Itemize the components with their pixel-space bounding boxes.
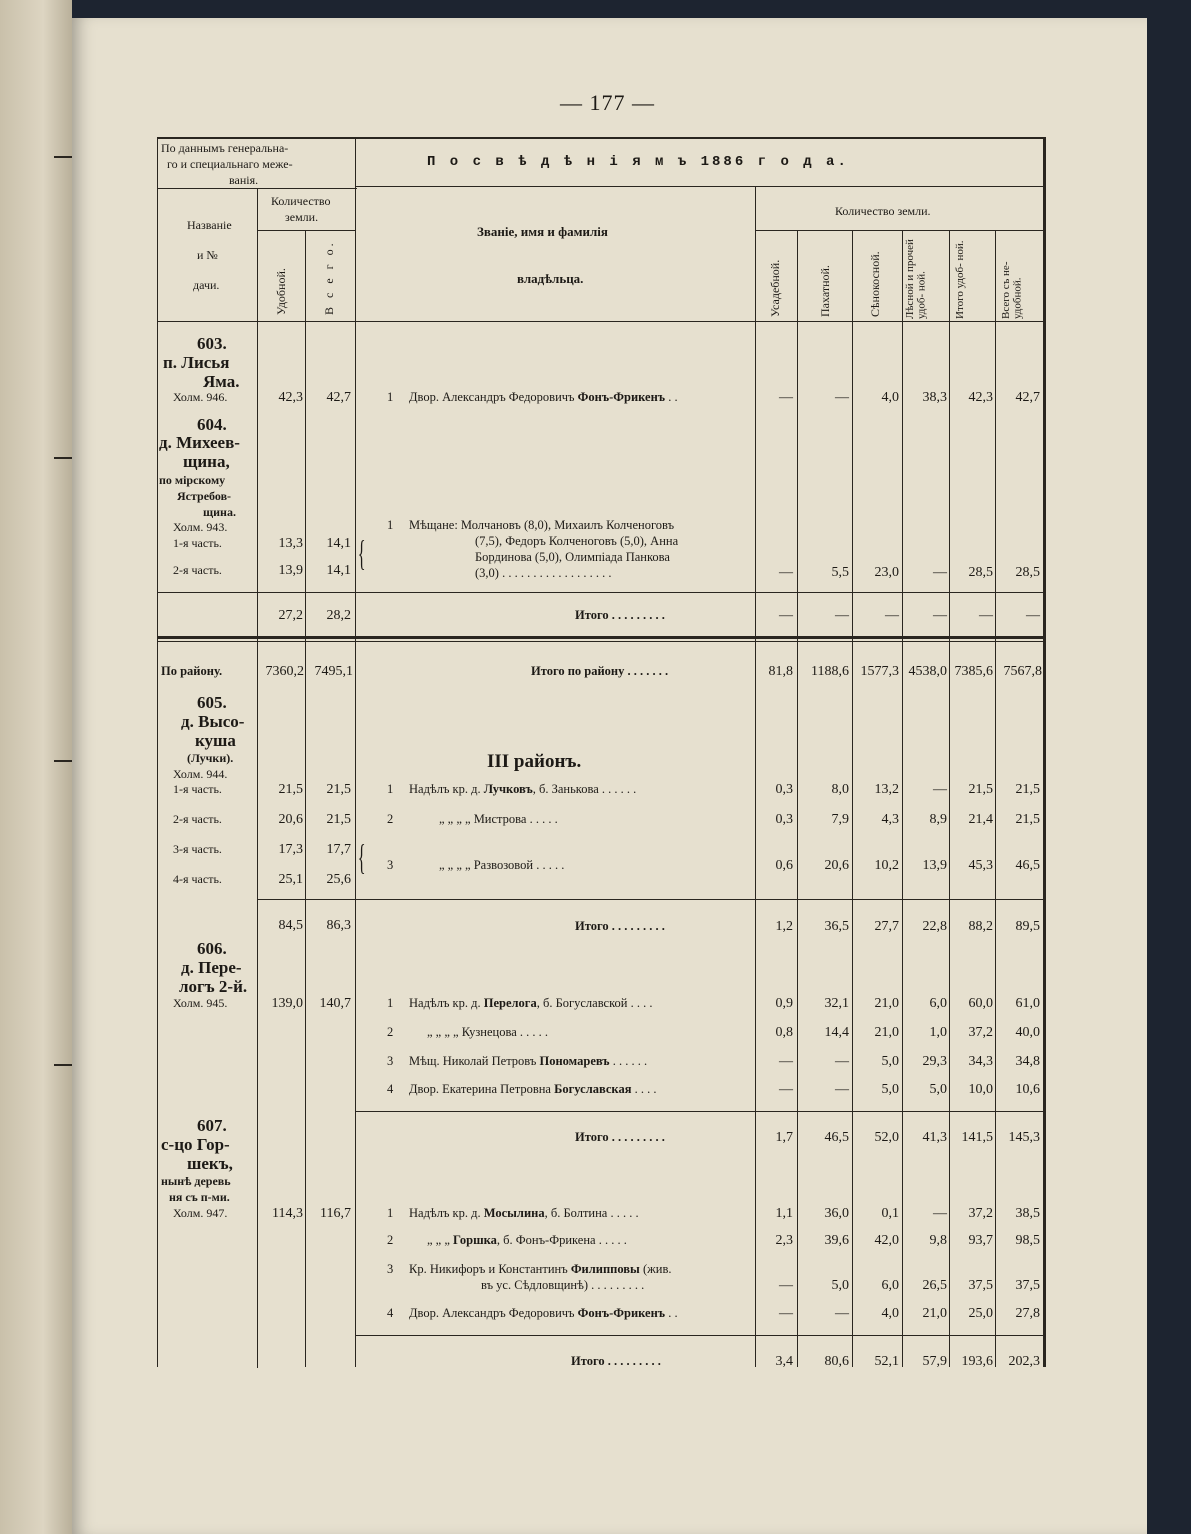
lot-name: Яма.	[203, 372, 240, 391]
val-senokos: 0,1	[881, 1206, 899, 1221]
owner-text: „ „ „ „ Кузнецова . . . . .	[427, 1025, 548, 1039]
col-qty2-header: Количество земли.	[835, 204, 931, 218]
val-senokos: 52,1	[874, 1354, 899, 1369]
val-lesnoy: —	[933, 608, 947, 623]
val-itogo: 60,0	[968, 996, 993, 1011]
val-vsego: 46,5	[1015, 858, 1040, 873]
header-rule	[355, 186, 1045, 187]
lot-name: д. Пере-	[181, 958, 242, 977]
val-itogo: 7385,6	[954, 664, 993, 679]
val-itogo: 45,3	[968, 858, 993, 873]
table-top-rule	[157, 137, 1045, 139]
val-vsego: 61,0	[1015, 996, 1040, 1011]
vsego-sum: 28,2	[326, 608, 351, 623]
owner-text: Кр. Никифоръ и Константинъ Филипповы (жив.	[409, 1262, 672, 1276]
val-senokos: 5,0	[881, 1054, 899, 1069]
itogo-label: Итого . . . . . . . . .	[575, 608, 665, 622]
val-pahat: 5,0	[831, 1278, 849, 1293]
val-pahat: 7,9	[831, 812, 849, 827]
lot-number: 605.	[197, 693, 227, 712]
row-index: 1	[387, 996, 394, 1010]
col-udobnoy-header: Удобной.	[274, 268, 288, 315]
land-table	[157, 137, 1045, 1367]
vsego-value: 17,7	[326, 842, 351, 857]
val-lesnoy: 6,0	[929, 996, 947, 1011]
col-divider	[949, 230, 950, 1367]
val-itogo: 25,0	[968, 1306, 993, 1321]
val-senokos: 21,0	[874, 996, 899, 1011]
col-owner-header: владѣльца.	[517, 271, 584, 286]
lot-name: д. Михеев-	[159, 433, 240, 452]
owner-text: „ „ „ Горшка, б. Фонъ-Фрикена . . . . .	[427, 1233, 627, 1247]
val-lesnoy: 22,8	[922, 919, 947, 934]
val-itogo: 88,2	[968, 919, 993, 934]
val-itogo: 42,3	[968, 390, 993, 405]
vsego-value: 21,5	[326, 812, 351, 827]
row-index: 2	[387, 1233, 394, 1247]
udob-value: 13,9	[278, 563, 303, 578]
val-itogo: 93,7	[968, 1233, 993, 1248]
val-vsego: 21,5	[1015, 782, 1040, 797]
val-senokos: 4,3	[881, 812, 899, 827]
val-senokos: 10,2	[874, 858, 899, 873]
district-label: По району.	[161, 664, 223, 678]
col-divider	[305, 230, 306, 1367]
part-label: 1-я часть.	[173, 782, 222, 796]
col-divider	[755, 186, 756, 1367]
owner-text: Надѣлъ кр. д. Перелога, б. Богуславской . . . .	[409, 996, 653, 1010]
val-senokos: 27,7	[874, 919, 899, 934]
val-usadeb: 1,7	[775, 1130, 793, 1145]
udob-sum: 7360,2	[265, 664, 304, 679]
val-senokos: 1577,3	[860, 664, 899, 679]
val-vsego: 89,5	[1015, 919, 1040, 934]
val-senokos: 6,0	[881, 1278, 899, 1293]
col-divider	[797, 230, 798, 1367]
header-title: П о с в ѣ д ѣ н і я м ъ 1886 г о д а.	[427, 154, 849, 170]
val-lesnoy: —	[933, 565, 947, 580]
val-pahat: —	[835, 608, 849, 623]
lot-holm: Холм. 947.	[173, 1206, 228, 1220]
val-itogo: 37,2	[968, 1206, 993, 1221]
val-senokos: 23,0	[874, 565, 899, 580]
owner-text: „ „ „ „ Развозовой . . . . .	[439, 858, 565, 872]
val-usadeb: —	[779, 1278, 793, 1293]
val-usadeb: 3,4	[775, 1354, 793, 1369]
owner-text: Двор. Екатерина Петровна Богуславская . . . .	[409, 1082, 657, 1096]
owner-text: Надѣлъ кр. д. Мосылина, б. Болтина . . . . .	[409, 1206, 639, 1220]
val-pahat: —	[835, 1054, 849, 1069]
val-itogo: 21,4	[968, 812, 993, 827]
row-rule	[257, 899, 1045, 900]
owner-text: въ ус. Сѣдловщинѣ) . . . . . . . . .	[481, 1278, 645, 1292]
itogo-label: Итого . . . . . . . . .	[575, 919, 665, 933]
owner-text: Двор. Александръ Федоровичъ Фонъ-Фрикенъ . .	[409, 390, 678, 404]
row-rule	[355, 1111, 1045, 1112]
row-index: 2	[387, 1025, 394, 1039]
lot-holm: Холм. 946.	[173, 390, 228, 404]
row-index: 3	[387, 1054, 394, 1068]
page-number: — 177 —	[560, 90, 655, 115]
udob-value: 17,3	[278, 842, 303, 857]
header-rule	[755, 230, 1045, 231]
lot-holm: Холм. 944.	[173, 767, 228, 781]
val-usadeb: 0,9	[775, 996, 793, 1011]
lot-name: щина,	[183, 452, 230, 471]
thin-rule	[157, 641, 1045, 642]
val-pahat: 14,4	[824, 1025, 849, 1040]
udob-value: 21,5	[278, 782, 303, 797]
val-pahat: 32,1	[824, 996, 849, 1011]
col-pahat-header: Пахатной.	[818, 265, 832, 317]
val-senokos: 52,0	[874, 1130, 899, 1145]
thick-rule	[157, 636, 1045, 639]
val-usadeb: —	[779, 1054, 793, 1069]
val-lesnoy: 1,0	[929, 1025, 947, 1040]
vsego-sum: 7495,1	[314, 664, 353, 679]
val-senokos: 21,0	[874, 1025, 899, 1040]
itogo-label: Итого . . . . . . . . .	[575, 1130, 665, 1144]
header-left-line: По даннымъ генеральна-	[161, 141, 289, 155]
header-bottom-rule	[157, 321, 1045, 322]
val-senokos: 5,0	[881, 1082, 899, 1097]
val-vsego: 40,0	[1015, 1025, 1040, 1040]
col-name-header: и №	[197, 248, 218, 262]
val-lesnoy: 21,0	[922, 1306, 947, 1321]
udob-sum: 84,5	[278, 918, 303, 933]
col-vsego-header: В с е г о.	[322, 240, 336, 315]
val-lesnoy: 13,9	[922, 858, 947, 873]
val-pahat: 8,0	[831, 782, 849, 797]
owner-text: „ „ „ „ Мистрова . . . . .	[439, 812, 558, 826]
val-lesnoy: 29,3	[922, 1054, 947, 1069]
part-label: 3-я часть.	[173, 842, 222, 856]
col-divider	[902, 230, 903, 1367]
row-rule	[157, 592, 1045, 593]
lot-number: 607.	[197, 1116, 227, 1135]
udob-value: 114,3	[272, 1206, 303, 1221]
col-itogo-udob-header: Итого удоб- ной.	[954, 240, 966, 319]
val-vsego: 38,5	[1015, 1206, 1040, 1221]
val-pahat: 1188,6	[811, 664, 849, 679]
row-index: 1	[387, 390, 394, 404]
val-pahat: —	[835, 1306, 849, 1321]
header-rule	[257, 230, 355, 231]
col-qty-header: Количество	[271, 194, 331, 208]
val-vsego: —	[1026, 608, 1040, 623]
val-lesnoy: 4538,0	[908, 664, 947, 679]
val-lesnoy: 9,8	[929, 1233, 947, 1248]
val-usadeb: 2,3	[775, 1233, 793, 1248]
val-vsego: 42,7	[1015, 390, 1040, 405]
vsego-value: 140,7	[319, 996, 351, 1011]
val-senokos: 13,2	[874, 782, 899, 797]
lot-number: 604.	[197, 415, 227, 434]
val-usadeb: —	[779, 565, 793, 580]
val-vsego: 21,5	[1015, 812, 1040, 827]
val-usadeb: 1,2	[775, 919, 793, 934]
udob-value: 25,1	[278, 872, 303, 887]
owner-text: (7,5), Федоръ Колченоговъ (5,0), Анна	[475, 534, 679, 548]
part-label: 1-я часть.	[173, 536, 222, 550]
lot-holm: Холм. 943.	[173, 520, 228, 534]
val-itogo: 34,3	[968, 1054, 993, 1069]
val-usadeb: —	[779, 1306, 793, 1321]
lot-name: п. Лисья	[163, 353, 230, 372]
val-senokos: —	[885, 608, 899, 623]
row-rule	[355, 1335, 1045, 1336]
vsego-value: 116,7	[320, 1206, 351, 1221]
owner-text: Надѣлъ кр. д. Лучковъ, б. Занькова . . . . . .	[409, 782, 637, 796]
vsego-value: 14,1	[326, 536, 351, 551]
lot-name: логъ 2-й.	[179, 977, 248, 996]
part-label: 2-я часть.	[173, 563, 222, 577]
col-senokos-header: Сѣнокосной.	[868, 251, 882, 317]
val-vsego: 202,3	[1008, 1354, 1040, 1369]
owner-text: (3,0) . . . . . . . . . . . . . . . . . .	[475, 566, 612, 580]
val-vsego: 28,5	[1015, 565, 1040, 580]
val-lesnoy: —	[933, 782, 947, 797]
val-pahat: 46,5	[824, 1130, 849, 1145]
udob-sum: 27,2	[278, 608, 303, 623]
val-pahat: —	[835, 390, 849, 405]
val-usadeb: 0,6	[775, 858, 793, 873]
val-usadeb: —	[779, 390, 793, 405]
col-vsego-neudob-header: Всего съ не- удобной.	[1000, 261, 1024, 319]
val-pahat: 36,5	[824, 919, 849, 934]
header-left-line: го и специальнаго меже-	[167, 157, 293, 171]
itogo-label: Итого по району . . . . . . .	[531, 664, 669, 678]
val-vsego: 10,6	[1015, 1082, 1040, 1097]
part-label: 4-я часть.	[173, 872, 222, 886]
val-lesnoy: 41,3	[922, 1130, 947, 1145]
val-pahat: 39,6	[824, 1233, 849, 1248]
val-vsego: 27,8	[1015, 1306, 1040, 1321]
val-itogo: 28,5	[968, 565, 993, 580]
row-index: 4	[387, 1082, 394, 1096]
val-lesnoy: 8,9	[929, 812, 947, 827]
udob-value: 13,3	[278, 536, 303, 551]
col-name-header: дачи.	[193, 278, 220, 292]
val-usadeb: —	[779, 1082, 793, 1097]
row-index: 3	[387, 1262, 394, 1276]
col-qty-header: земли.	[285, 210, 319, 224]
lot-name: шекъ,	[187, 1154, 233, 1173]
val-pahat: 80,6	[824, 1354, 849, 1369]
row-index: 1	[387, 1206, 394, 1220]
val-lesnoy: 57,9	[922, 1354, 947, 1369]
owner-text: Бординова (5,0), Олимпіада Панкова	[475, 550, 670, 564]
section-heading: III районъ.	[487, 751, 582, 772]
brace: {	[357, 533, 366, 573]
row-index: 2	[387, 812, 394, 826]
val-itogo: 37,2	[968, 1025, 993, 1040]
vsego-sum: 86,3	[326, 918, 351, 933]
vsego-value: 21,5	[326, 782, 351, 797]
val-vsego: 7567,8	[1003, 664, 1042, 679]
col-divider	[257, 188, 258, 1368]
val-vsego: 34,8	[1015, 1054, 1040, 1069]
col-lesnoy-header: Лѣсной и прочей удоб- ной.	[904, 239, 928, 319]
val-usadeb: 0,3	[775, 782, 793, 797]
val-pahat: —	[835, 1082, 849, 1097]
val-senokos: 4,0	[881, 1306, 899, 1321]
col-usadeb-header: Усадебной.	[768, 259, 782, 317]
vsego-value: 42,7	[326, 390, 351, 405]
lot-note: щина.	[203, 505, 236, 519]
udob-value: 42,3	[278, 390, 303, 405]
val-usadeb: —	[779, 608, 793, 623]
val-itogo: —	[979, 608, 993, 623]
row-index: 4	[387, 1306, 394, 1320]
val-senokos: 4,0	[881, 390, 899, 405]
lot-note: по мірскому	[159, 473, 226, 487]
val-itogo: 141,5	[961, 1130, 993, 1145]
previous-page-edge	[0, 0, 72, 1534]
col-name-header: Названіе	[187, 218, 232, 232]
lot-note: Ястребов-	[177, 489, 232, 503]
lot-note: ня съ п-ми.	[169, 1190, 230, 1204]
col-divider	[995, 230, 996, 1367]
header-left-line: ванія.	[229, 173, 259, 187]
val-pahat: 20,6	[824, 858, 849, 873]
val-itogo: 193,6	[961, 1354, 993, 1369]
val-itogo: 21,5	[968, 782, 993, 797]
val-pahat: 5,5	[831, 565, 849, 580]
row-index: 3	[387, 858, 394, 872]
val-vsego: 37,5	[1015, 1278, 1040, 1293]
val-usadeb: 81,8	[768, 664, 793, 679]
lot-subname: (Лучки).	[187, 751, 234, 765]
val-itogo: 10,0	[968, 1082, 993, 1097]
udob-value: 139,0	[271, 996, 303, 1011]
lot-name: с-цо Гор-	[161, 1135, 230, 1154]
brace: {	[357, 837, 366, 877]
val-lesnoy: —	[933, 1206, 947, 1221]
val-lesnoy: 26,5	[922, 1278, 947, 1293]
owner-text: Мѣщане: Молчановъ (8,0), Михаилъ Колченоговъ	[409, 518, 675, 532]
udob-value: 20,6	[278, 812, 303, 827]
lot-number: 603.	[197, 334, 227, 353]
lot-number: 606.	[197, 939, 227, 958]
val-itogo: 37,5	[968, 1278, 993, 1293]
vsego-value: 14,1	[326, 563, 351, 578]
val-usadeb: 1,1	[775, 1206, 793, 1221]
owner-text: Мѣщ. Николай Петровъ Пономаревъ . . . . . .	[409, 1054, 648, 1068]
lot-holm: Холм. 945.	[173, 996, 228, 1010]
col-divider	[852, 230, 853, 1367]
lot-name: куша	[195, 731, 236, 750]
owner-text: Двор. Александръ Федоровичъ Фонъ-Фрикенъ . .	[409, 1306, 678, 1320]
val-pahat: 36,0	[824, 1206, 849, 1221]
val-senokos: 42,0	[874, 1233, 899, 1248]
row-index: 1	[387, 782, 394, 796]
row-index: 1	[387, 518, 394, 532]
lot-note: нынѣ деревь	[161, 1174, 231, 1188]
val-lesnoy: 38,3	[922, 390, 947, 405]
part-label: 2-я часть.	[173, 812, 222, 826]
itogo-label: Итого . . . . . . . . .	[571, 1354, 661, 1368]
val-usadeb: 0,3	[775, 812, 793, 827]
val-vsego: 98,5	[1015, 1233, 1040, 1248]
val-vsego: 145,3	[1008, 1130, 1040, 1145]
lot-name: д. Высо-	[181, 712, 245, 731]
col-owner-header: Званіе, имя и фамилія	[477, 224, 608, 239]
vsego-value: 25,6	[326, 872, 351, 887]
val-lesnoy: 5,0	[929, 1082, 947, 1097]
val-usadeb: 0,8	[775, 1025, 793, 1040]
